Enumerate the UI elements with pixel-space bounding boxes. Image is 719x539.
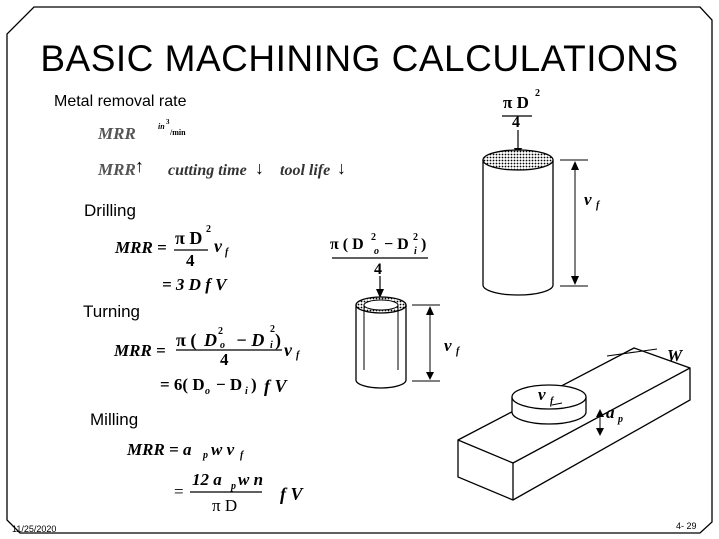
turning-sub-o: o (220, 340, 225, 351)
tube-fig-sq2: 2 (413, 232, 418, 243)
milling-num-b: w n (238, 470, 264, 489)
turning-sq1: 2 (218, 326, 223, 337)
drill-fig-den: 4 (512, 114, 520, 131)
footer-page-number: 4- 29 (676, 521, 697, 531)
turning-line2-a: = 6( D (160, 375, 205, 394)
turning-line2-o: o (205, 386, 210, 397)
page-title: BASIC MACHINING CALCULATIONS (40, 38, 679, 79)
milling-p1: p (203, 450, 208, 461)
turning-label: Turning (83, 302, 141, 321)
drilling-mrr: MRR = (115, 238, 167, 257)
drilling-label: Drilling (84, 201, 136, 220)
turning-den: 4 (220, 350, 229, 369)
drilling-v: v (214, 236, 222, 256)
mill-fig-a: a (606, 403, 615, 422)
drilling-sq: 2 (206, 224, 211, 235)
arrow-down: ↓ (255, 158, 264, 178)
arrow-up: ↑ (135, 156, 144, 176)
mill-fig-v: v (538, 385, 546, 404)
tube-fig-sq1: 2 (371, 232, 376, 243)
tube-fig-num: π ( D (330, 236, 364, 253)
milling-line1: MRR = a (127, 440, 192, 459)
milling-f1: f (240, 450, 244, 461)
drill-fig-sq: 2 (535, 88, 540, 99)
mill-fig-p: p (618, 414, 623, 425)
drilling-den: 4 (186, 251, 195, 270)
tube-fig-den: 4 (374, 261, 382, 278)
tube-fig-v: v (444, 336, 452, 355)
drilling-f: f (225, 247, 229, 258)
turning-num-D: D (204, 330, 217, 350)
metal-removal-label: Metal removal rate (54, 93, 187, 110)
mill-fig-f: f (550, 396, 554, 407)
tube-fig-o: o (374, 246, 379, 257)
turning-minus: − D (236, 330, 265, 350)
tube-fig-f: f (456, 346, 460, 357)
unit-exp: 3 (166, 118, 170, 126)
milling-wv: w v (211, 440, 235, 459)
tube-fig-close: ) (421, 236, 427, 253)
tool-life-text: tool life (280, 162, 331, 179)
turning-line2-c: ) (251, 375, 257, 394)
milling-num-a: 12 a (192, 470, 222, 489)
milling-fv: f V (280, 484, 303, 504)
turning-line2-d: f V (264, 376, 287, 396)
tube-fig-minus: − D (384, 236, 409, 253)
footer-date: 11/25/2020 (12, 524, 57, 534)
milling-den: π D (212, 496, 238, 515)
turning-close: ) (275, 330, 281, 350)
unit-in: in (158, 122, 165, 131)
mill-fig-W: W (667, 346, 683, 365)
mrr-symbol-2: MRR (98, 160, 136, 179)
turning-sq2: 2 (270, 324, 275, 335)
turning-sub-i: i (270, 340, 273, 351)
milling-label: Milling (90, 410, 139, 429)
tube-fig-i: i (414, 246, 417, 257)
drilling-num: π D (175, 228, 203, 248)
cutting-time-text: cutting time (168, 162, 247, 179)
drilling-line2: = 3 D f V (162, 275, 227, 294)
unit-min: /min (170, 128, 186, 137)
milling-p2: p (231, 481, 236, 492)
mrr-symbol: MRR (98, 124, 136, 143)
drill-fig-num: π D (503, 93, 529, 112)
turning-f: f (296, 350, 300, 361)
turning-num-pi: π ( (176, 330, 197, 350)
drill-fig-v: v (584, 190, 592, 209)
arrow-down-2: ↓ (337, 158, 346, 178)
drill-fig-f: f (596, 200, 600, 211)
turning-line2-i: i (245, 386, 248, 397)
turning-v: v (284, 340, 292, 360)
turning-line2-b: − D (216, 375, 243, 394)
turning-mrr: MRR = (114, 341, 166, 360)
milling-eq: = (174, 482, 184, 501)
